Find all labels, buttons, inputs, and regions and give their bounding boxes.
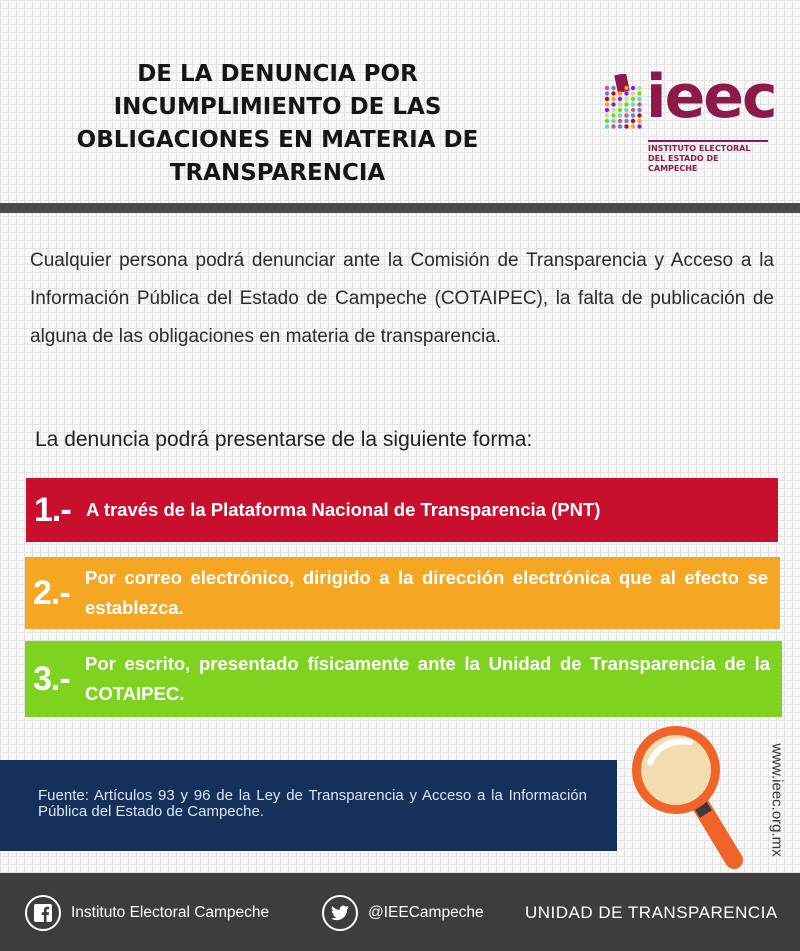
facebook-label: Instituto Electoral Campeche [71,904,270,921]
page-title: DE LA DENUNCIA POR INCUMPLIMIENTO DE LAS OBLIGACIONES EN MATERIA DE TRANSPARENCIA [76,61,479,186]
source-box [0,760,617,851]
option-text: A través de la Plataforma Nacional de Transparencia (PNT) [86,499,601,520]
facebook-link[interactable] [25,895,269,931]
twitter-link[interactable] [322,895,484,931]
magnifier-icon [628,722,748,872]
intro-paragraph: Cualquier persona podrá denunciar ante la Comisión de Transparencia y Acceso a la Información Pública del Estado de Campeche (COTAIPEC), la falta de publicación de alguna de las obligaciones en materia de transparencia. [30,250,774,347]
twitter-label: @IEECampeche [368,904,484,921]
option-3 [25,641,782,717]
facebook-icon [25,895,61,931]
option-1 [26,478,778,542]
option-text: Por escrito, presentado físicamente ante la Unidad de Transparencia de la COTAIPEC. [85,653,770,704]
ieec-logo [600,60,776,173]
option-number: 1.- [34,490,71,529]
logo-wordmark: ieec [646,62,776,132]
logo-dot-grid-icon [604,74,644,132]
lead-sentence: La denuncia podrá presentarse de la siguiente forma: [35,428,533,451]
option-2 [25,557,780,629]
website-url[interactable]: www.ieec.org.mx [768,743,786,857]
option-number: 2.- [33,573,70,612]
source-text: Fuente: Artículos 93 y 96 de la Ley de Transparencia y Acceso a la Información Pública del Estado de Campeche. [38,787,587,820]
footer-bar [0,873,800,951]
option-text: Por correo electrónico, dirigido a la dirección electrónica que al efecto se establezca. [85,567,768,618]
logo-subtitle: INSTITUTO ELECTORAL DEL ESTADO DE CAMPECHE [648,140,768,174]
header-divider [0,203,800,213]
twitter-icon [322,895,358,931]
unit-label: UNIDAD DE TRANSPARENCIA [525,903,778,922]
option-number: 3.- [33,659,70,698]
